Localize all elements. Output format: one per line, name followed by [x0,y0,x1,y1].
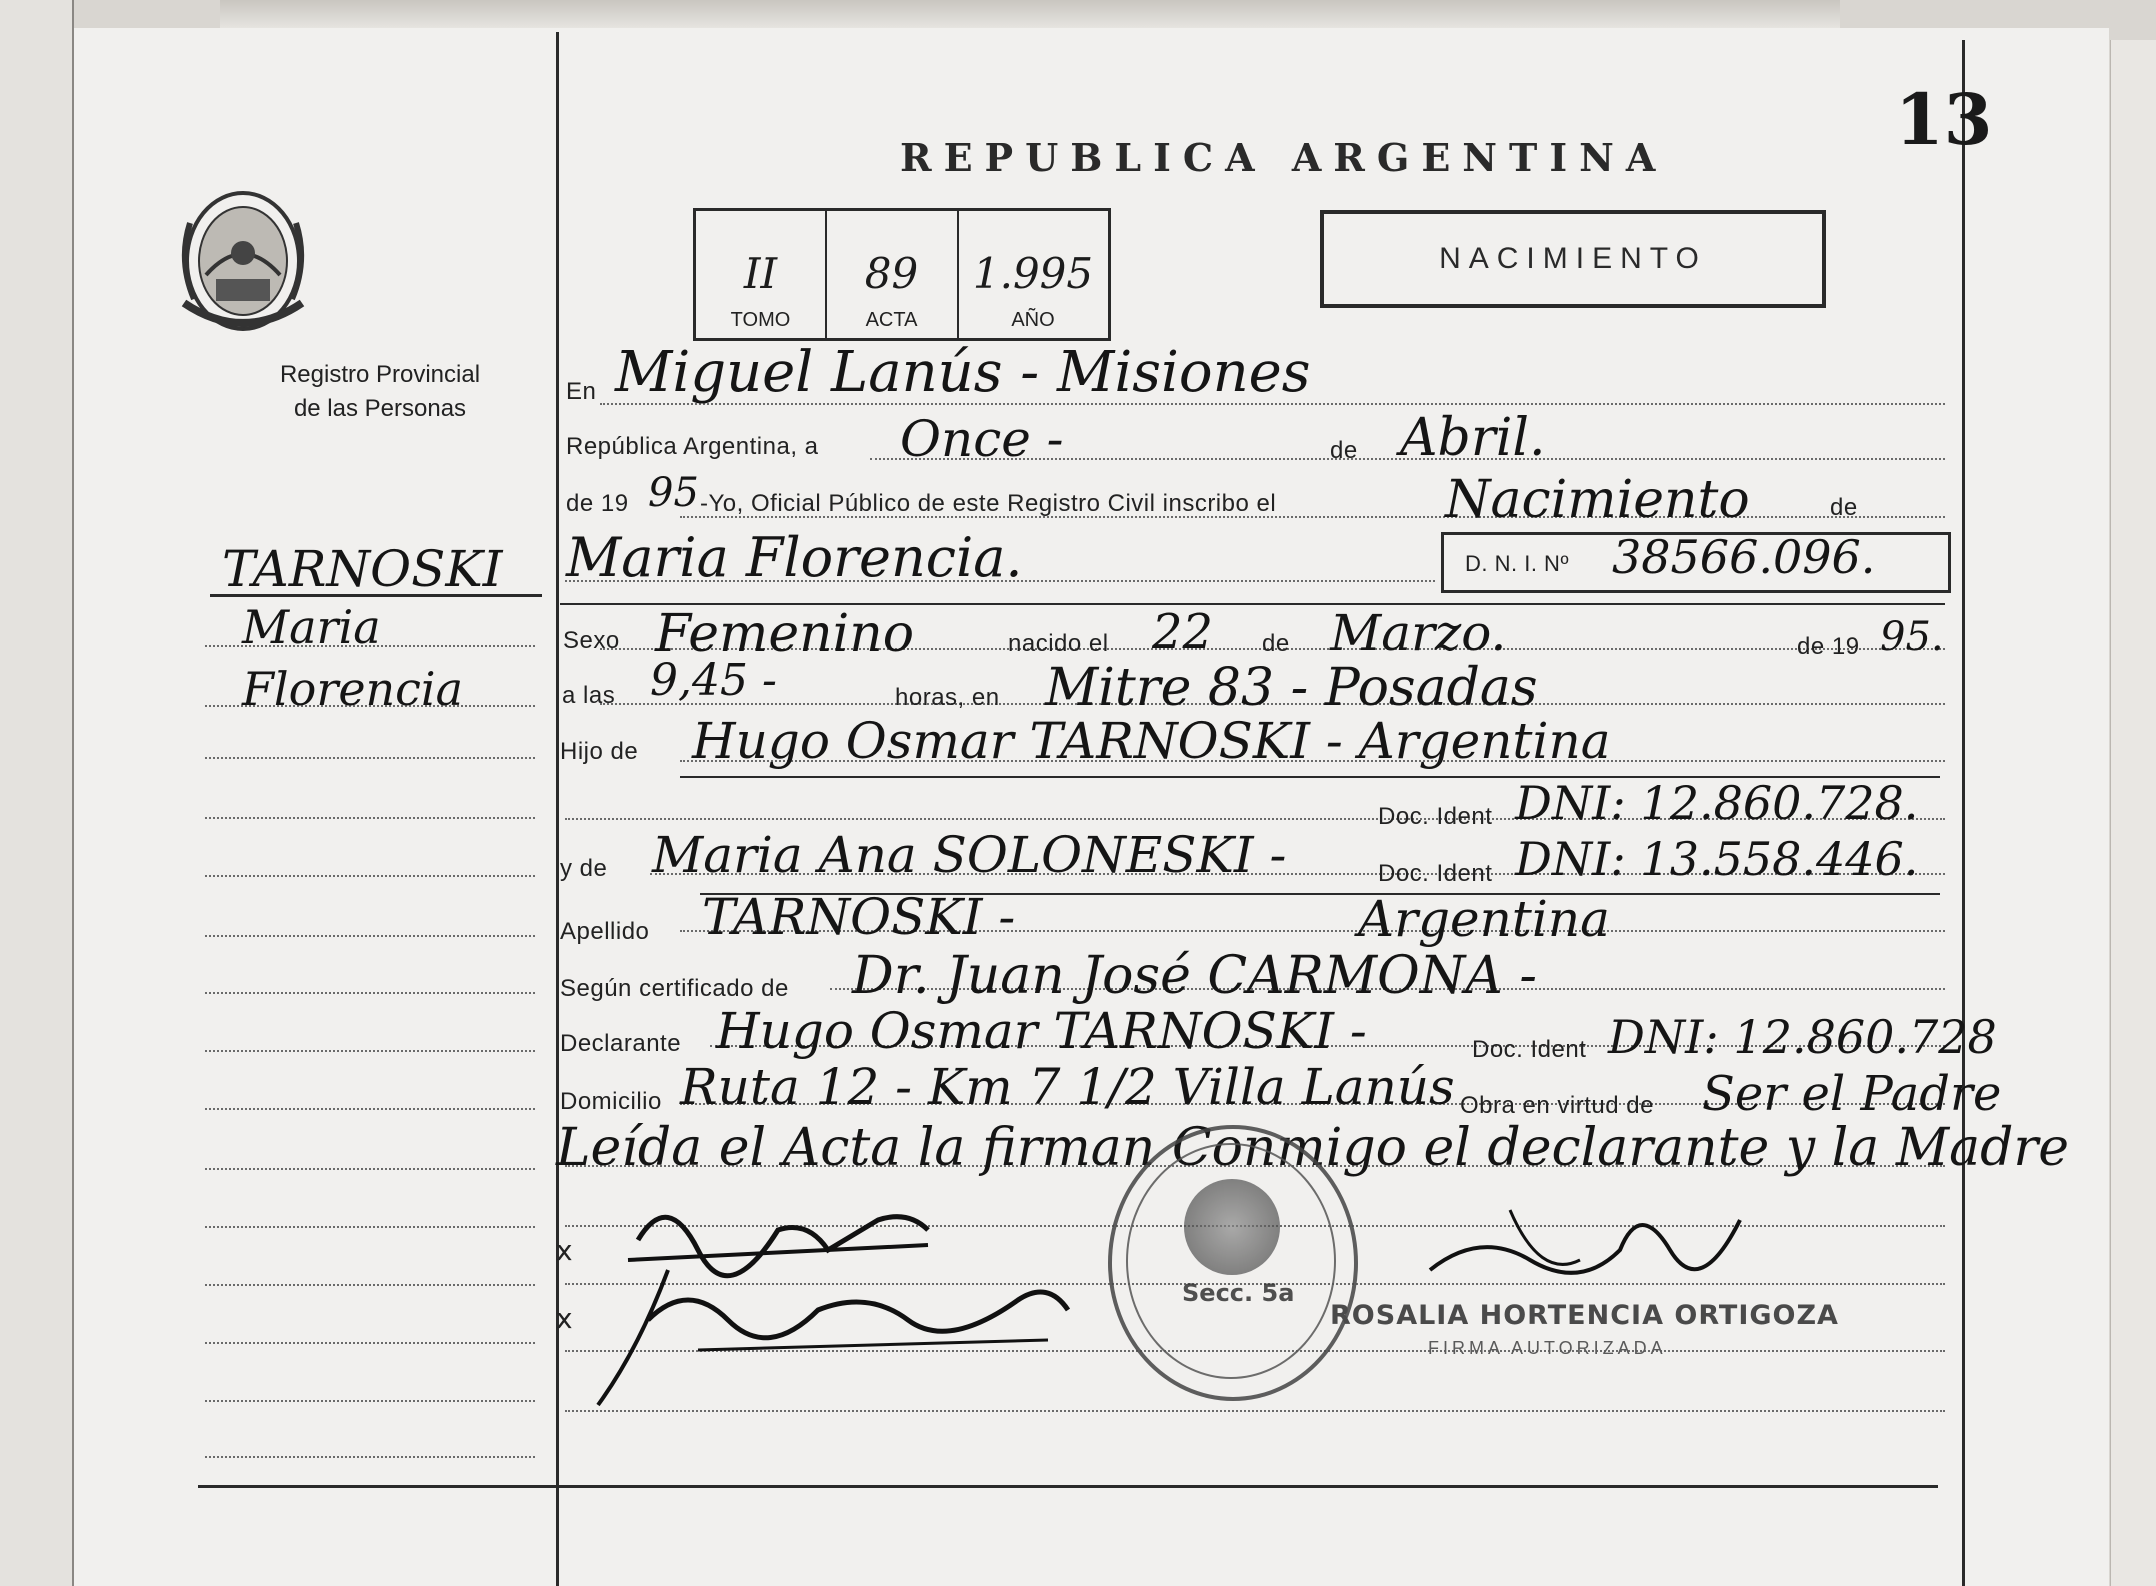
right-page-edge [2110,40,2156,1586]
entry-declarant-doc: DNI: 12.860.728 [1608,1010,1997,1064]
margin-line [205,875,535,877]
entry-closing-note: Leída el Acta la firman Conmigo el declarante y la Madre [556,1118,2070,1178]
label-doc-declarant: Doc. Ident [1472,1036,1587,1063]
entry-birth-month: Marzo. [1330,604,1507,662]
record-type-box [1320,210,1826,308]
label-republica: República Argentina, a [566,433,819,460]
left-page-edge [0,0,74,1586]
entry-year: 95 [648,470,699,516]
acta-cell [826,211,959,338]
entry-birth-year: 95. [1880,614,1944,660]
entry-declarant: Hugo Osmar TARNOSKI - [716,1002,1367,1060]
label-apellido: Apellido [560,918,650,945]
margin-second-name: Florencia [242,662,464,716]
entry-father-doc: DNI: 12.860.728. [1515,776,1919,830]
margin-line [205,1400,535,1402]
signature-authority [1420,1190,1760,1300]
signature-declarant [548,1190,1088,1410]
label-domicilio: Domicilio [560,1088,662,1115]
registry-name [230,358,530,426]
margin-line [205,1456,535,1458]
acta-label: ACTA [865,309,918,331]
margin-line [205,1108,535,1110]
entry-mother: Maria Ana SOLONESKI - [652,826,1287,884]
entry-month: Abril. [1400,408,1546,468]
entry-nationality: Argentina [1358,890,1610,948]
label-de-birth-month: de [1262,630,1290,657]
body-line [565,1410,1945,1412]
entry-address: Ruta 12 - Km 7 1/2 Villa Lanús [680,1058,1455,1116]
margin-line [205,1226,535,1228]
label-en: En [566,378,597,405]
margin-surname: TARNOSKI [222,540,503,598]
label-de-act: de [1830,494,1858,521]
entry-name: Maria Florencia. [566,526,1023,589]
registry-line-1: Registro Provincial [279,361,481,388]
margin-line [205,1342,535,1344]
entry-birth-place: Mitre 83 - Posadas [1045,658,1538,718]
record-type-label: NACIMIENTO [1439,242,1707,275]
entry-certificate: Dr. Juan José CARMONA - [852,946,1537,1006]
margin-line [205,1284,535,1286]
label-year-prefix: de 19 [566,490,629,517]
tomo-cell [696,211,827,338]
label-oficial: -Yo, Oficial Público de este Registro Civil inscribo el [700,490,1277,517]
label-doc-mother: Doc. Ident [1378,860,1493,887]
svg-text:x: x [556,1234,573,1267]
margin-line [205,1050,535,1052]
entry-day: Once - [900,410,1064,468]
label-doc-father: Doc. Ident [1378,803,1493,830]
label-birth-year-prefix: de 19 [1797,633,1860,660]
anio-label: AÑO [1011,309,1055,331]
page-top-strip [220,0,1840,28]
margin-line [205,757,535,759]
tomo-label: TOMO [730,309,791,331]
label-a-las: a las [562,682,616,709]
label-declarante: Declarante [560,1030,682,1057]
stamp-text: Secc. 5a [1182,1279,1295,1307]
entry-father: Hugo Osmar TARNOSKI - Argentina [692,712,1611,770]
tomo-value: II [743,249,778,298]
authority-role: FIRMA AUTORIZADA [1428,1338,1667,1358]
label-dni: D. N. I. Nº [1465,551,1569,576]
margin-line [205,817,535,819]
label-y-de: y de [560,855,608,882]
label-sexo: Sexo [563,627,620,654]
page-number: 13 [1895,78,1993,161]
entry-sex: Femenino [655,604,915,664]
margin-line [205,992,535,994]
margin-line [205,1168,535,1170]
margin-first-name: Maria [242,600,381,654]
registry-line-2: de las Personas [293,395,467,422]
stamp-emblem-icon [1184,1179,1280,1275]
entry-birth-day: 22 [1152,604,1214,660]
label-obra: Obra en virtud de [1460,1092,1654,1119]
label-segun: Según certificado de [560,975,789,1002]
entry-obra: Ser el Padre [1702,1066,2002,1122]
record-reference-box [693,208,1111,341]
label-hijo-de: Hijo de [560,738,639,765]
authority-name: ROSALIA HORTENCIA ORTIGOZA [1330,1300,1839,1331]
label-horas-en: horas, en [895,684,1000,711]
bottom-rule [198,1485,1938,1488]
entry-place: Miguel Lanús - Misiones [615,340,1311,405]
anio-cell [958,211,1108,338]
document-title: REPUBLICA ARGENTINA [900,135,1668,180]
acta-value: 89 [864,249,919,298]
right-border [1962,40,1965,1586]
label-de-month: de [1330,437,1358,464]
entry-surname: TARNOSKI - [702,888,1016,946]
anio-value: 1.995 [972,249,1094,298]
entry-act: Nacimiento [1445,470,1750,530]
margin-line [205,935,535,937]
svg-text:x: x [556,1302,573,1335]
entry-mother-doc: DNI: 13.558.446. [1515,832,1919,886]
label-nacido: nacido el [1008,630,1109,657]
entry-time: 9,45 - [650,655,777,706]
official-stamp [1108,1125,1358,1401]
entry-dni: 38566.096. [1612,530,1876,584]
province-seal-icon [98,183,388,343]
